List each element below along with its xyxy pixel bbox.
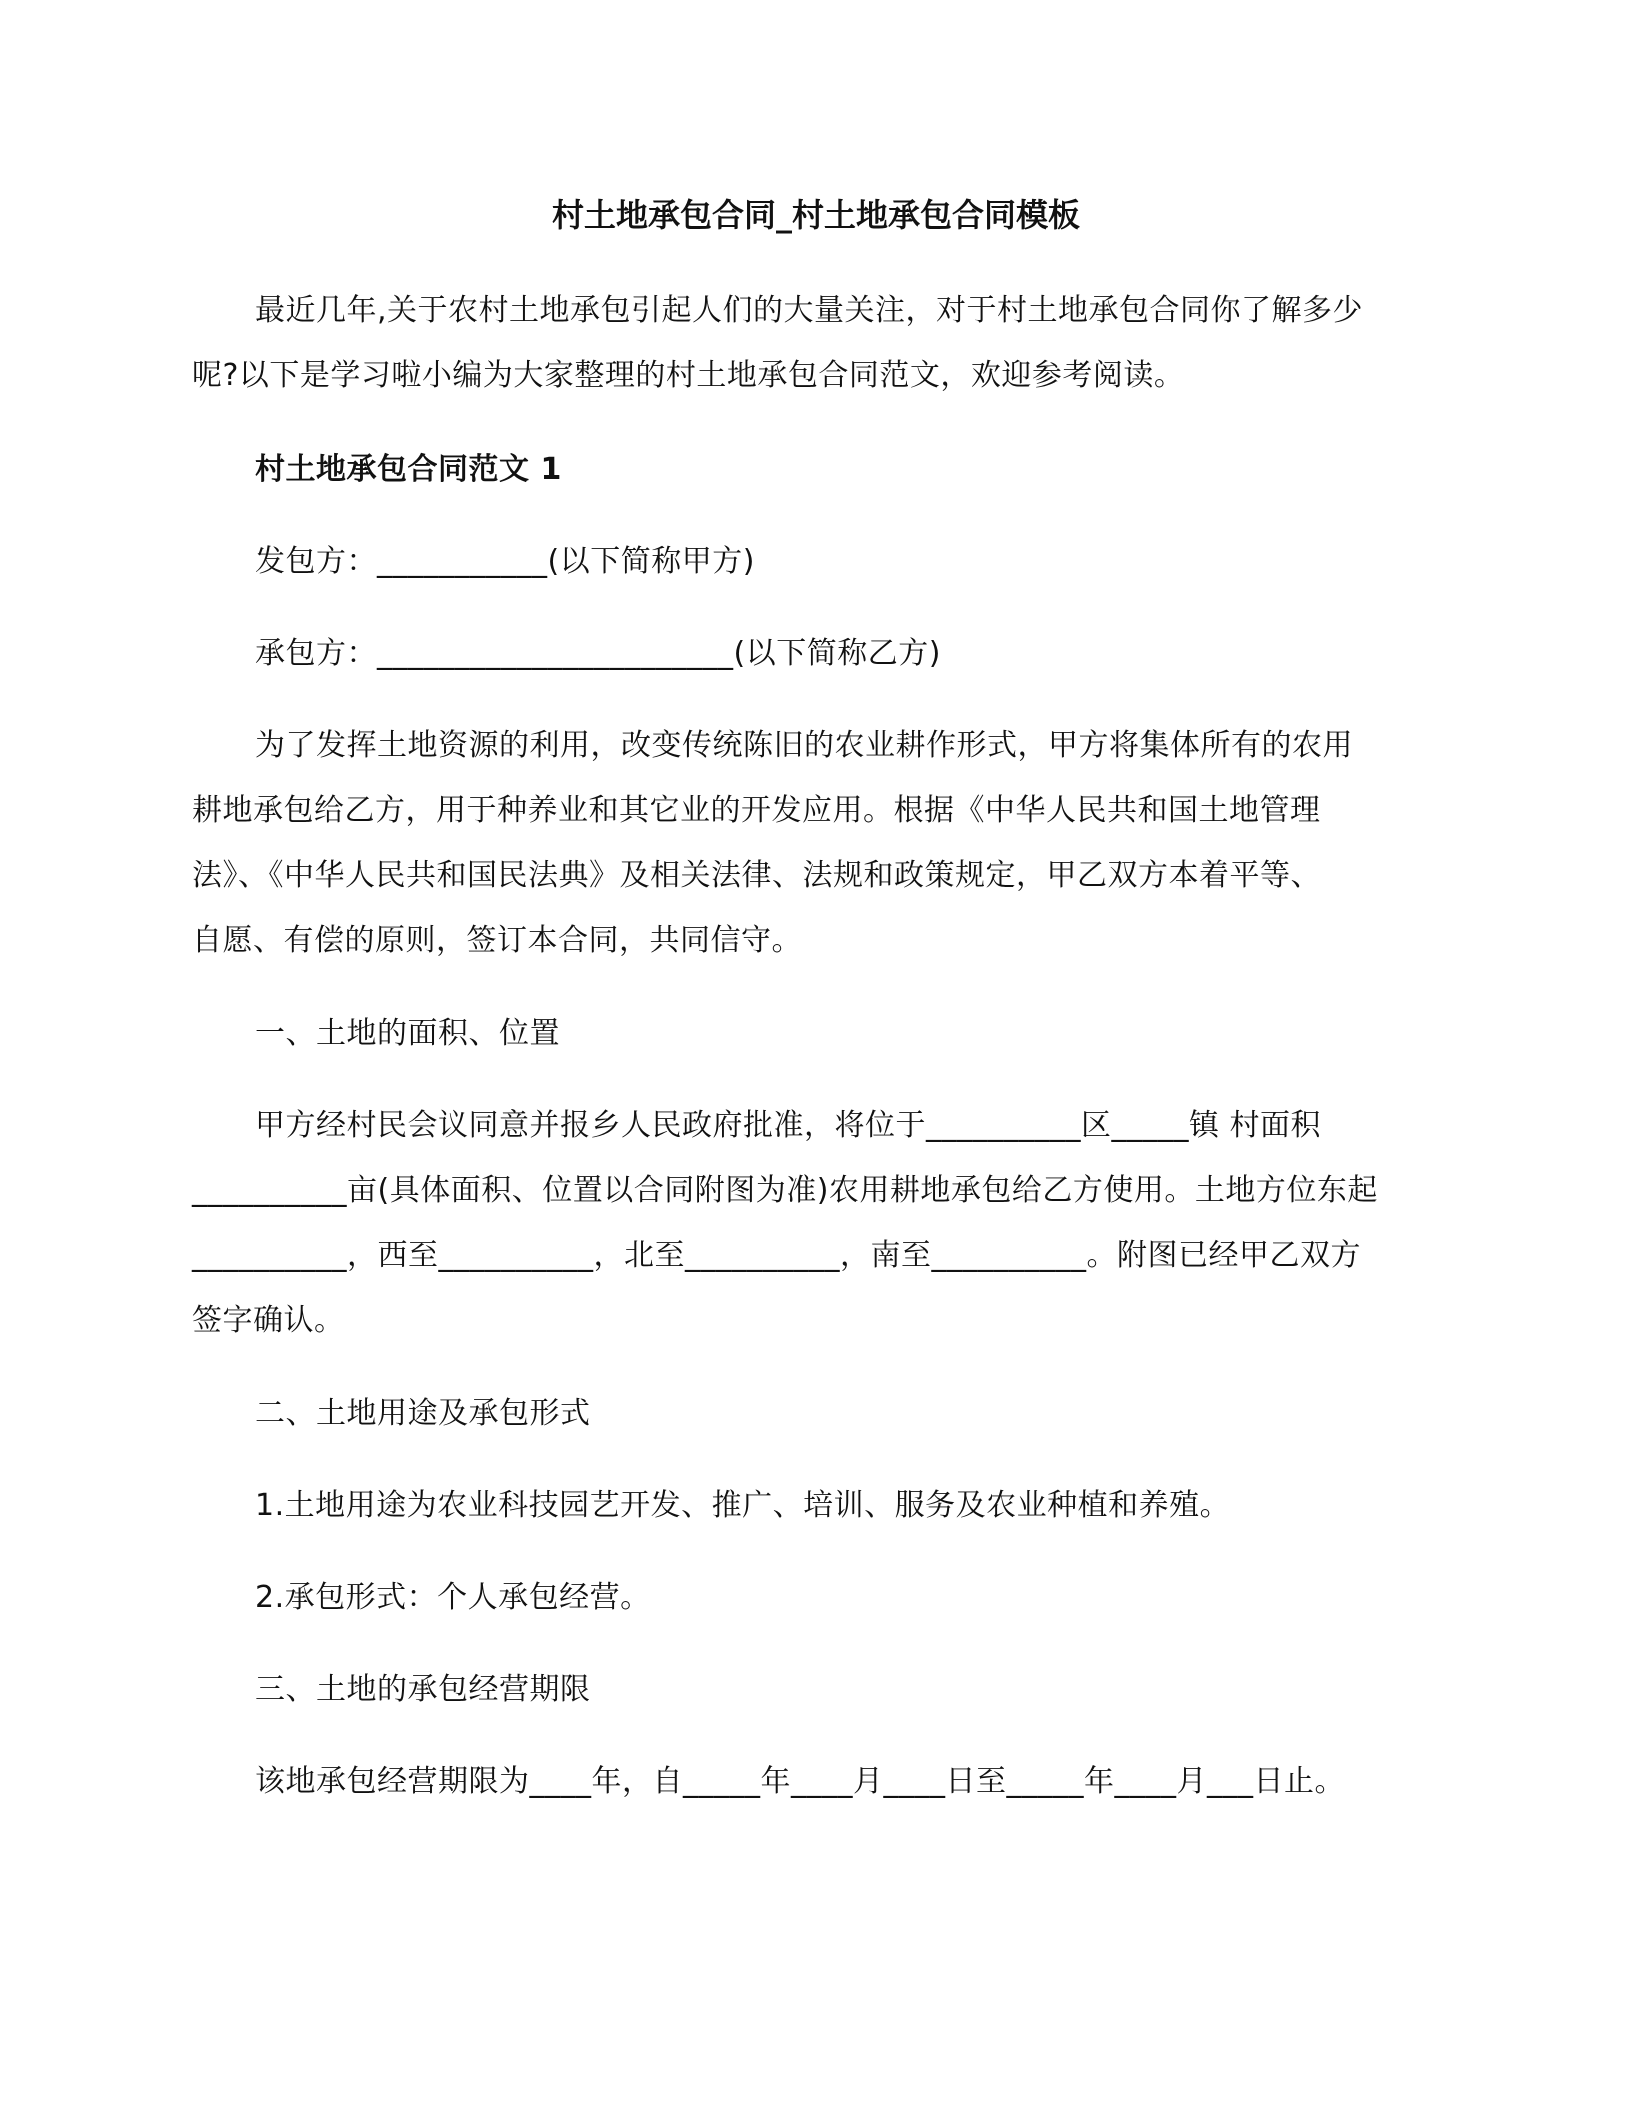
clause-2-item-2: 2.承包形式：个人承包经营。	[255, 1580, 651, 1615]
intro-line-2: 呢?以下是学习啦小编为大家整理的村土地承包合同范文，欢迎参考阅读。	[192, 358, 1185, 393]
section-title: 村土地承包合同范文 1	[255, 452, 562, 487]
clause-3-line-1: 该地承包经营期限为____年，自_____年____月____日至_____年____月___日止。	[255, 1764, 1345, 1799]
heading-3: 三、土地的承包经营期限	[255, 1672, 591, 1707]
heading-2: 二、土地用途及承包形式	[255, 1396, 591, 1431]
heading-1: 一、土地的面积、位置	[255, 1016, 560, 1051]
clause-1-line-2: __________亩(具体面积、位置以合同附图为准)农用耕地承包给乙方使用。土地方位东起	[192, 1173, 1378, 1208]
party-b-line: 承包方：_______________________(以下简称乙方)	[255, 636, 941, 671]
clause-1-line-1: 甲方经村民会议同意并报乡人民政府批准，将位于__________区_____镇 村面积	[255, 1108, 1322, 1143]
preamble-line-4: 自愿、有偿的原则，签订本合同，共同信守。	[192, 923, 802, 958]
document-title: 村土地承包合同_村土地承包合同模板	[551, 196, 1080, 234]
party-a-line: 发包方：___________(以下简称甲方)	[255, 544, 755, 579]
preamble-line-2: 耕地承包给乙方，用于种养业和其它业的开发应用。根据《中华人民共和国土地管理	[192, 793, 1321, 828]
preamble-line-1: 为了发挥土地资源的利用，改变传统陈旧的农业耕作形式，甲方将集体所有的农用	[255, 728, 1353, 763]
clause-1-line-4: 签字确认。	[192, 1303, 345, 1338]
intro-line-1: 最近几年,关于农村土地承包引起人们的大量关注，对于村土地承包合同你了解多少	[255, 293, 1364, 328]
clause-2-item-1: 1.土地用途为农业科技园艺开发、推广、培训、服务及农业种植和养殖。	[255, 1488, 1231, 1523]
clause-1-line-3: __________，西至__________，北至__________，南至__________。附图已经甲乙双方	[192, 1238, 1361, 1273]
preamble-line-3: 法》、《中华人民共和国民法典》及相关法律、法规和政策规定，甲乙双方本着平等、	[192, 858, 1321, 893]
